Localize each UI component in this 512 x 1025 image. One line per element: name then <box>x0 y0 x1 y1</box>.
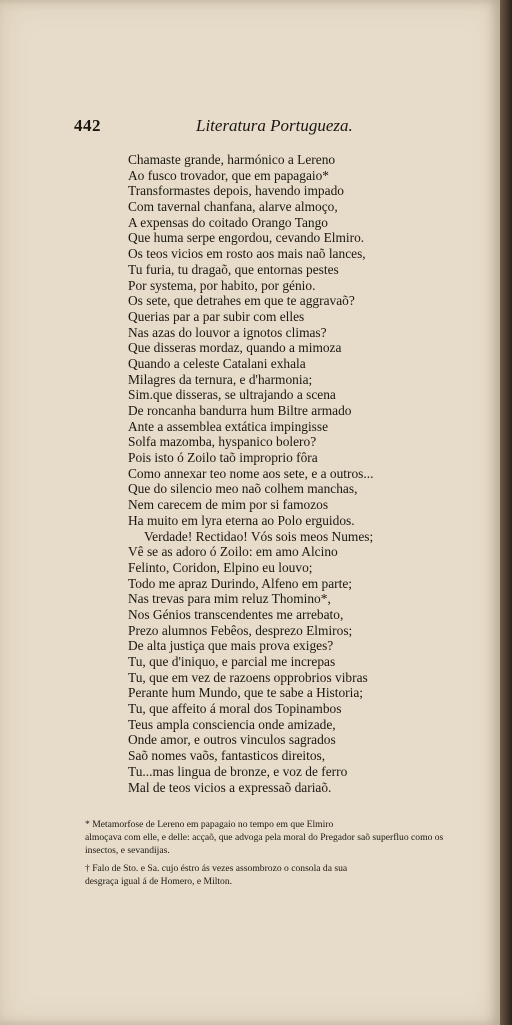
book-spine-edge <box>500 0 512 1025</box>
verse-line: Solfa mazomba, hyspanico bolero? <box>128 434 317 450</box>
verse-line: Verdade! Rectidao! Vós sois meos Numes; <box>144 528 374 544</box>
verse-line: Querias par a par subir com elles <box>128 308 305 324</box>
verse-line: Com tavernal chanfana, alarve almoço, <box>128 199 338 215</box>
verse-line: Milagres da ternura, e d'harmonia; <box>128 371 313 387</box>
verse-line: Ao fusco trovador, que em papagaio* <box>128 167 330 183</box>
poem-verse <box>128 152 373 795</box>
page-number: 442 <box>74 116 101 135</box>
verse-line: Prezo alumnos Febêos, desprezo Elmiros; <box>128 622 353 638</box>
verse-line: Que huma serpe engordou, cevando Elmiro. <box>128 230 365 246</box>
verse-line: Por systema, por habito, por génio. <box>128 277 316 293</box>
verse-line: Tu, que affeito á moral dos Topinambos <box>128 701 342 717</box>
verse-line: Ante a assemblea extática impingisse <box>128 418 329 434</box>
verse-line: Os sete, que detrahes em que te aggravaõ? <box>128 293 355 309</box>
footnotes <box>85 818 477 893</box>
verse-line: Nas azas do louvor a ignotos climas? <box>128 324 327 340</box>
verse-line: Ha muito em lyra eterna ao Polo erguidos. <box>128 512 355 528</box>
verse-line: Todo me apraz Durindo, Alfeno em parte; <box>128 575 353 591</box>
verse-line: Transformastes depois, havendo impado <box>128 183 344 199</box>
verse-line: Que disseras mordaz, quando a mimoza <box>128 340 342 356</box>
verse-line: Tu, que d'iniquo, e parcial me increpas <box>128 654 336 669</box>
verse-line: Como annexar teo nome aos sete, e a outros... <box>128 465 374 481</box>
verse-line: Teus ampla consciencia onde amizade, <box>128 716 336 732</box>
verse-line: Chamaste grande, harmónico a Lereno <box>128 152 336 167</box>
footnote-text: almoçava com elle, e delle: acçaõ, que advoga pela moral do Pregador saõ superfluo como os insectos, e sevandijas. <box>85 832 444 856</box>
verse-line: Saõ nomes vaõs, fantasticos direitos, <box>128 748 326 764</box>
verse-line: Tu, que em vez de razoens opprobrios vibras <box>128 669 368 685</box>
footnote-text: * Metamorfose de Lereno em papagaio no tempo em que Elmiro <box>85 819 334 830</box>
verse-line: A expensas do coitado Orango Tango <box>128 214 329 230</box>
verse-line: Perante hum Mundo, que te sabe a Historia; <box>128 685 364 701</box>
footnote-text: † Falo de Sto. e Sa. cujo éstro ás vezes assombrozo o consola da sua <box>85 863 348 874</box>
footnote-separator <box>130 805 380 806</box>
verse-line: De roncanha bandurra hum Biltre armado <box>128 403 352 418</box>
page-header <box>74 116 364 138</box>
verse-line: Onde amor, e outros vinculos sagrados <box>128 732 336 748</box>
verse-line: Vê se as adoro ó Zoilo: em amo Alcino <box>128 544 338 560</box>
verse-line: Tu...mas lingua de bronze, e voz de ferro <box>128 763 348 779</box>
running-title: Literatura Portugueza. <box>196 116 353 135</box>
verse-line: Nas trevas para mim reluz Thomino*, <box>128 591 331 607</box>
verse-line: Nos Génios transcendentes me arrebato, <box>128 606 344 622</box>
verse-line: Felinto, Coridon, Elpino eu louvo; <box>128 559 313 575</box>
footnote-thomino <box>85 862 477 888</box>
verse-line: De alta justiça que mais prova exiges? <box>128 638 334 654</box>
verse-line: Pois isto ó Zoilo taõ improprio fôra <box>128 450 318 466</box>
verse-line: Nem carecem de mim por si famozos <box>128 497 329 513</box>
verse-line: Tu furia, tu dragaõ, que entornas pestes <box>128 261 339 277</box>
verse-line: Que do silencio meo naõ colhem manchas, <box>128 481 358 497</box>
verse-line: Sim.que disseras, se ultrajando a scena <box>128 387 336 403</box>
verse-line: Quando a celeste Catalani exhala <box>128 355 306 371</box>
footnote-papagaio <box>85 818 477 857</box>
verse-line: Mal de teos vicios a expressaõ dariaõ. <box>128 779 332 795</box>
verse-line: Os teos vicios em rosto aos mais naõ lances, <box>128 246 366 262</box>
footnote-text: desgraça igual á de Homero, e Milton. <box>85 876 233 887</box>
